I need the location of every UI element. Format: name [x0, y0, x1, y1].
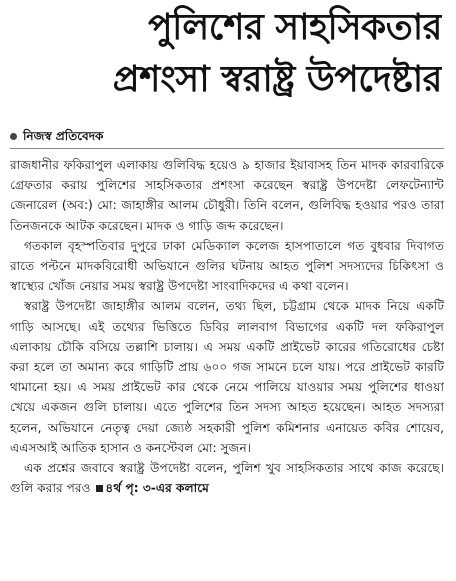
byline-text: নিজস্ব প্রতিবেদক [23, 129, 104, 143]
bullet-icon [10, 133, 17, 140]
news-article [0, 2, 456, 581]
paragraph-4-text: এক প্রশ্নের জবাবে স্বরাষ্ট্র উপদেষ্টা বলেন, পুলিশ খুব সাহসিকতার সাথে কাজ করেছে। গুলি করার পরও [10, 461, 444, 496]
divider [10, 148, 444, 149]
continuation-note: ৪র্থ পৃ: ৩-এর কলামে [105, 481, 209, 496]
article-body [10, 155, 444, 498]
paragraph-4 [10, 458, 444, 498]
byline [10, 128, 444, 144]
headline-line-1: পুলিশের সাহসিকতার [148, 7, 442, 48]
paragraph-1: রাজধানীর ফকিরাপুল এলাকায় গুলিবিদ্ধ হয়েও ৯ হাজার ইয়াবাসহ তিন মাদক কারবারিকে গ্রেফতার করায় পুলিশের সাহসিকতার প্রশংসা করেছেন স্বরাষ্ট্র উপদেষ্টা লেফটেন্যান্ট জেনারেল (অব:) মো: জাহাঙ্গীর আলম চৌধুরী। তিনি বলেন, গুলিবিদ্ধ হওয়ার পরও তারা তিনজনকে আটক করেছেন। মাদক ও গাড়ি জব্দ করেছেন। [10, 158, 444, 233]
continuation-square-icon [96, 485, 103, 492]
paragraph-2: গতকাল বৃহস্পতিবার দুপুরে ঢাকা মেডিক্যাল কলেজ হাসপাতালে গত বুধবার দিবাগত রাতে পল্টনে মাদকবিরোধী অভিযানে গুলির ঘটনায় আহত পুলিশ সদস্যদের চিকিৎসা ও স্বাস্থ্যের খোঁজ নেয়ার সময় স্বরাষ্ট্র উপদেষ্টা সাংবাদিকদের এ কথা বলেন। [10, 238, 444, 294]
headline [10, 2, 444, 106]
paragraph-3: স্বরাষ্ট্র উপদেষ্টা জাহাঙ্গীর আলম বলেন, তথ্য ছিল, চট্টগ্রাম থেকে মাদক নিয়ে একটি গাড়ি আসছে। এই তথ্যের ভিত্তিতে ডিবির লালবাগ বিভাগের একটি দল ফকিরাপুল এলাকায় চৌকি বসিয়ে তল্লাশি চালায়। এ সময় একটি প্রাইভেট কারের গতিরোধের চেষ্টা করা হলে তা অমান্য করে গাড়িটি প্রায় ৬০০ গজ সামনে চলে যায়। পরে প্রাইভেট কারটি থামানো হয়। এ সময় প্রাইভেট কার থেকে নেমে পালিয়ে যাওয়ার সময় পুলিশের ধাওয়া খেয়ে একজন গুলি চালায়। এতে পুলিশের তিন সদস্য আহত হয়েছেন। আহত সদস্যরা হলেন, অভিযানে নেতৃত্ব দেয়া জ্যেষ্ঠ সহকারী পুলিশ কমিশনার এনায়েত কবির শোয়েব, এএসআই আতিক হাসান ও কনস্টেবল মো: সুজন। [10, 299, 444, 455]
headline-line-2: প্রশংসা স্বরাষ্ট্র উপদেষ্টার [112, 59, 442, 100]
